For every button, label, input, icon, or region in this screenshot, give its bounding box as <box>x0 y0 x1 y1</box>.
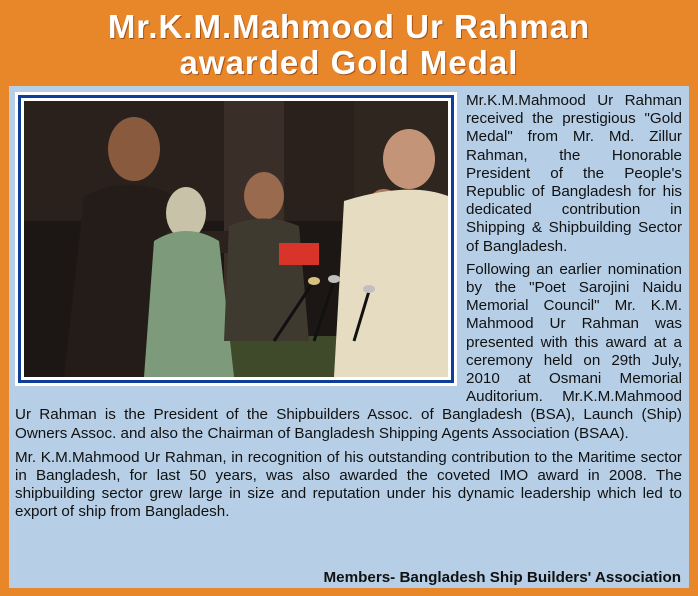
headline <box>9 7 689 83</box>
headline-line-2: awarded Gold Medal <box>179 44 519 81</box>
article-credit: Members- Bangladesh Ship Builders' Association <box>323 569 681 586</box>
article-paragraph-3: Mr. K.M.Mahmood Ur Rahman, in recognition of his outstanding contribution to the Maritime sector in Bangladesh, for last 50 years, was also awarded the coveted IMO award in 2008. The shipbuilding sector grew large in size and reputation under his dynamic leadership which led to export of ship from Bangladesh. <box>15 448 682 521</box>
award-photo-frame <box>15 92 457 386</box>
article-paragraph-2: Following an earlier nomination by the "Poet Sarojini Naidu Memorial Council" Mr. K.M. Mahmood Ur Rahman was presented with this award at a ceremony held on 29th July, 2010 at Osmani Memorial Auditorium. Mr.K.M.Mahmood Ur Rahman is the President of the Shipbuilders Assoc. of Bangladesh (BSA), Launch (Ship) Owners Assoc. and also the Chairman of Bangladesh Shipping Agents Association (BSAA). <box>15 260 682 442</box>
article-paragraph-1: Mr.K.M.Mahmood Ur Rahman received the prestigious "Gold Medal" from Mr. Md. Zillur Rahman, the Honorable President of the People's Republic of Bangladesh for his dedicated contribution in Shipping & Shipbuilding Sector of Bangladesh. <box>466 92 682 255</box>
award-ceremony-photo <box>24 101 448 377</box>
article-panel <box>9 86 689 588</box>
headline-line-1: Mr.K.M.Mahmood Ur Rahman <box>107 8 591 45</box>
